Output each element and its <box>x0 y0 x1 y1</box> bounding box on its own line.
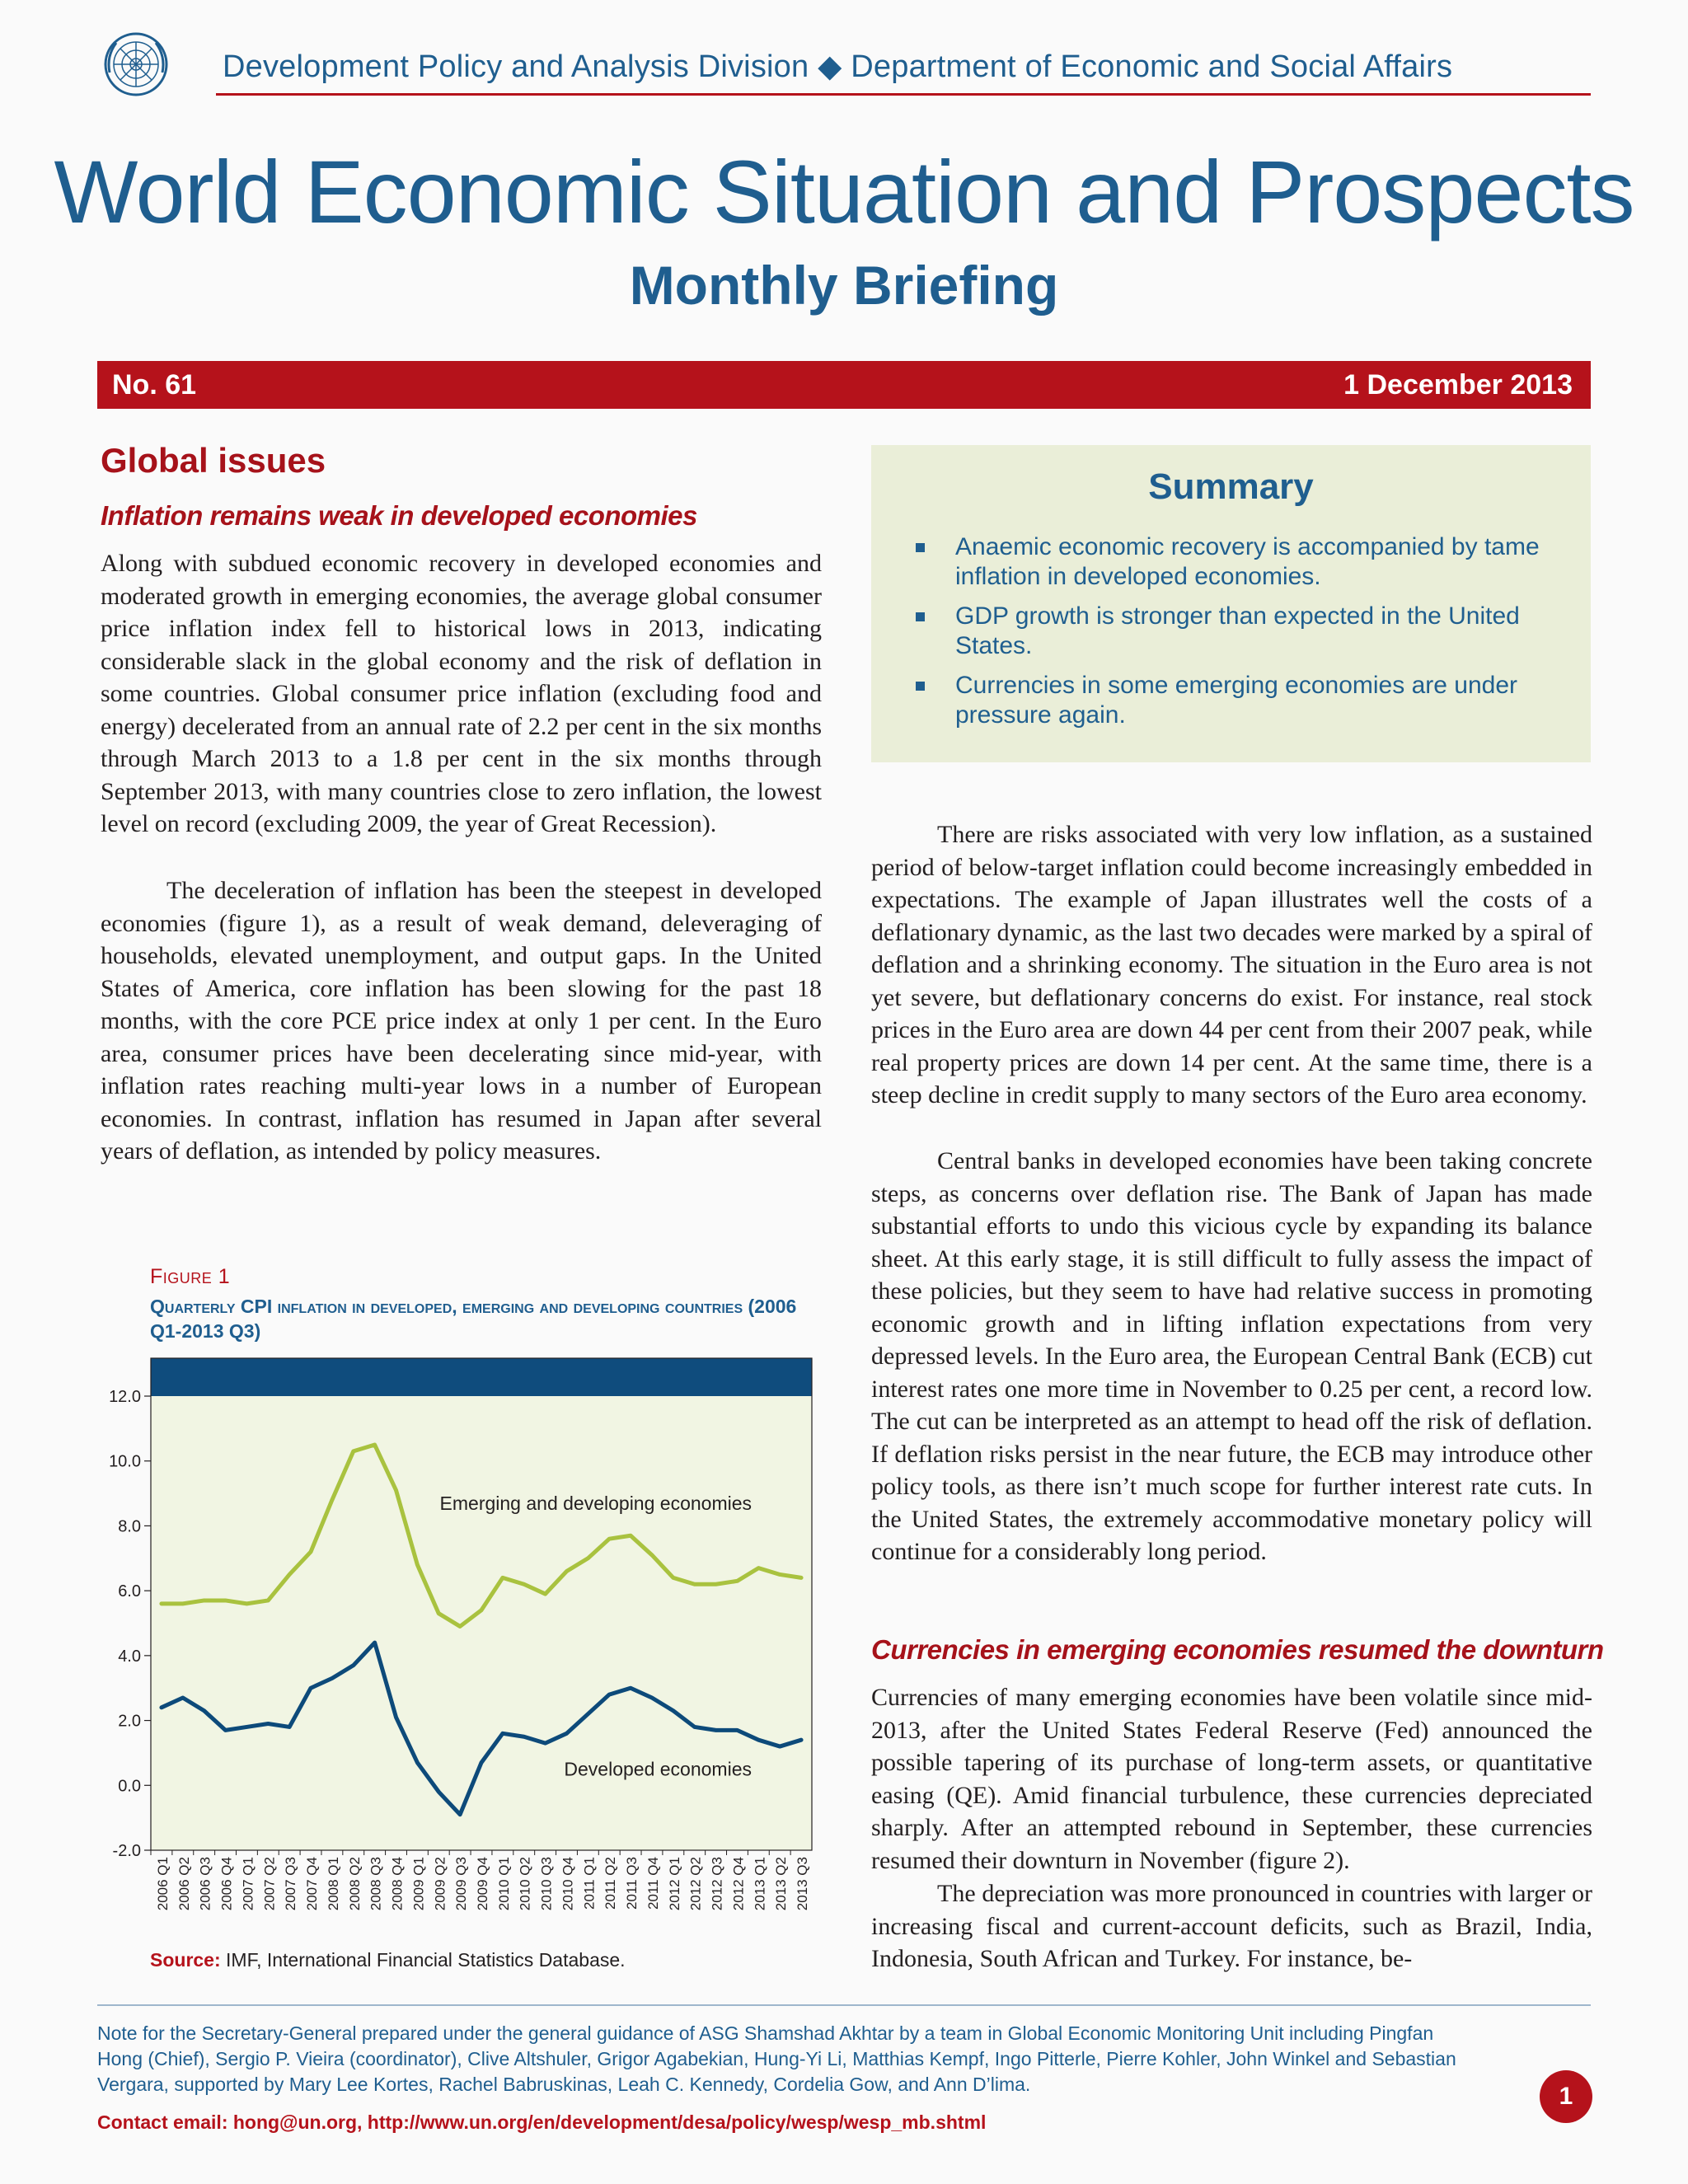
summary-item: GDP growth is stronger than expected in the United States. <box>898 602 1565 661</box>
developed-economies-point <box>543 1741 546 1745</box>
paragraph: Central banks in developed economies have been taking concrete steps, as concerns over deflation rise. The Bank of Japan has made substantial efforts to undo this vicious cycle by expanding its balance sheet. At this early stage, it is still difficult to fully assess the impact of these policies, but they seem to have had relative success in promoting economic growth and in lifting inflation expectations from very depressed levels. In the Euro area, the European Central Bank (ECB) cut interest rates one more time in November to 0.25 per cent, a record low. The cut can be interpreted as an attempt to head off the risk of deflation. If deflation risks persist in the near future, the ECB may introduce other policy tools, as there isn’t much scope for further interest rate cuts. In the United States, the extremely accommodative monetary policy will continue for a considerably long period. <box>871 1147 1592 1565</box>
developed-economies-point <box>394 1715 397 1718</box>
developed-economies-point <box>331 1676 334 1680</box>
developed-economies-point <box>160 1706 163 1709</box>
emerging-economies-point <box>458 1624 462 1628</box>
x-tick-label: 2010 Q4 <box>560 1857 576 1911</box>
summary-title: Summary <box>1148 466 1314 507</box>
emerging-economies-point <box>693 1582 696 1586</box>
summary-item: Currencies in some emerging economies are under pressure again. <box>898 671 1565 730</box>
paragraph: The deceleration of inflation has been the steepest in developed economies (figure 1), as a result of weak demand, deleveraging of households, elevated unemployment, and output gaps. In the United States of America, core inflation has been slowing for the past 18 months, with the core PCE price index at only 1 per cent. In the Euro area, consumer prices have been decelerating since mid-year, with inflation rates reaching multi-year lows in a number of European economies. In contrast, inflation has resumed in Japan after several years of deflation, as intended by policy measures. <box>101 877 822 1165</box>
emerging-economies-point <box>778 1572 781 1576</box>
y-tick-label: 10.0 <box>109 1452 141 1471</box>
developed-economies-point <box>181 1696 185 1699</box>
developed-economies-point <box>223 1728 227 1732</box>
x-tick-label: 2011 Q2 <box>603 1857 619 1910</box>
x-tick-label: 2013 Q2 <box>773 1857 790 1911</box>
x-tick-label: 2008 Q2 <box>346 1857 363 1911</box>
x-tick-label: 2007 Q2 <box>261 1857 278 1911</box>
emerging-economies-point <box>757 1566 760 1569</box>
emerging-economies-point <box>181 1602 185 1605</box>
developed-economies-point <box>288 1725 291 1728</box>
developed-economies-point <box>586 1713 589 1716</box>
developed-economies-point <box>607 1693 611 1696</box>
developed-economies-point <box>523 1735 526 1738</box>
developed-economies-point <box>309 1686 312 1690</box>
developed-economies-point <box>629 1686 632 1690</box>
emerging-economies-point <box>650 1554 654 1557</box>
emerging-economies-point <box>714 1582 717 1586</box>
x-tick-label: 2011 Q4 <box>645 1857 661 1910</box>
emerging-economies-point <box>352 1450 355 1453</box>
x-tick-label: 2009 Q1 <box>410 1857 427 1911</box>
x-tick-label: 2012 Q4 <box>730 1857 747 1911</box>
developed-economies-point <box>202 1709 205 1713</box>
x-tick-label: 2013 Q1 <box>752 1857 768 1911</box>
emerging-economies-point <box>223 1599 227 1602</box>
summary-box <box>871 445 1591 762</box>
series-label-developed: Developed economies <box>564 1758 752 1780</box>
x-tick-label: 2006 Q3 <box>197 1857 213 1911</box>
page-number-badge: 1 <box>1540 2070 1592 2123</box>
emerging-economies-point <box>245 1602 248 1605</box>
emerging-economies-point <box>735 1579 738 1582</box>
square-bullet-icon <box>916 543 925 552</box>
page-subtitle: Monthly Briefing <box>629 255 1059 316</box>
x-tick-label: 2012 Q3 <box>709 1857 725 1911</box>
x-tick-label: 2006 Q1 <box>154 1857 171 1911</box>
series-label-emerging: Emerging and developing economies <box>439 1492 752 1514</box>
summary-item: Anaemic economic recovery is accompanied by tame inflation in developed economies. <box>898 532 1565 592</box>
x-tick-label: 2013 Q3 <box>795 1857 811 1911</box>
developed-economies-point <box>650 1696 654 1699</box>
chart-header-band <box>151 1358 812 1396</box>
x-tick-label: 2007 Q3 <box>283 1857 299 1911</box>
developed-economies-point <box>672 1709 675 1713</box>
developed-economies-point <box>501 1732 504 1735</box>
x-tick-label: 2008 Q4 <box>389 1857 406 1911</box>
header-division: Development Policy and Analysis Division ◆ Department of Economic and Social Affairs <box>223 49 1453 84</box>
developed-economies-point <box>799 1738 803 1741</box>
footer-rule <box>97 2004 1591 2006</box>
footer-contact: Contact email: hong@un.org, http://www.un.org/en/development/desa/policy/wesp/wesp_mb.shtml <box>97 2111 987 2133</box>
emerging-economies-point <box>373 1443 376 1446</box>
x-tick-label: 2011 Q3 <box>624 1857 640 1910</box>
emerging-economies-point <box>607 1537 611 1540</box>
emerging-economies-point <box>394 1488 397 1492</box>
emerging-economies-point <box>202 1599 205 1602</box>
emerging-economies-point <box>415 1563 419 1566</box>
figure-source: Source: IMF, International Financial Statistics Database. <box>150 1949 626 1971</box>
y-tick-label: 12.0 <box>109 1388 141 1406</box>
developed-economies-point <box>415 1761 419 1765</box>
emerging-economies-point <box>160 1602 163 1605</box>
x-tick-label: 2010 Q2 <box>517 1857 533 1911</box>
developed-economies-point <box>373 1641 376 1644</box>
developed-economies-point <box>245 1725 248 1728</box>
square-bullet-icon <box>916 682 925 691</box>
y-tick-label: 4.0 <box>118 1647 141 1666</box>
x-tick-label: 2012 Q1 <box>666 1857 682 1911</box>
y-tick-label: 6.0 <box>118 1582 141 1601</box>
emerging-economies-point <box>565 1569 568 1572</box>
emerging-economies-point <box>799 1576 803 1579</box>
x-tick-label: 2009 Q4 <box>475 1857 490 1911</box>
y-tick-label: 8.0 <box>118 1517 141 1536</box>
paragraph: Currencies of many emerging economies have been volatile since mid-2013, after the United States Federal Reserve (Fed) announced the possible tapering of its purchase of long-term assets, or quantitative easing (QE). Amid financial turbulence, these currencies depreciated sharply. After an attempted rebound in September, these currencies resumed their downturn in November (figure 2). <box>871 1684 1592 1874</box>
issue-bar <box>97 361 1591 409</box>
y-tick-label: 2.0 <box>118 1712 141 1731</box>
x-tick-label: 2009 Q3 <box>453 1857 470 1911</box>
developed-economies-point <box>266 1722 270 1725</box>
emerging-economies-point <box>523 1582 526 1586</box>
x-tick-label: 2006 Q2 <box>176 1857 192 1911</box>
cpi-inflation-chart <box>74 1352 832 1929</box>
paragraph: There are risks associated with very low inflation, as a sustained period of below-target inflation could become increasingly embedded in expectations. The example of Japan illustrates well the costs of a deflationary dynamic, as the last two decades were marked by a spiral of deflation and a shrinking economy. The situation in the Euro area is not yet severe, but deflationary concerns do exist. For instance, real stock prices in the Euro area are down 44 per cent from their 2007 peak, while real property prices are down 14 per cent. At the same time, there is a steep decline in credit supply to many sectors of the Euro area economy. <box>871 821 1592 1108</box>
emerging-economies-point <box>266 1599 270 1602</box>
x-tick-label: 2010 Q1 <box>495 1857 512 1911</box>
developed-economies-point <box>714 1728 717 1732</box>
emerging-economies-point <box>309 1550 312 1554</box>
developed-economies-point <box>757 1738 760 1741</box>
x-tick-label: 2007 Q4 <box>304 1857 321 1911</box>
x-tick-label: 2007 Q1 <box>240 1857 256 1911</box>
issue-number: No. 61 <box>112 369 197 401</box>
y-tick-label: -2.0 <box>112 1842 141 1860</box>
x-tick-label: 2006 Q4 <box>218 1857 235 1911</box>
x-tick-label: 2008 Q1 <box>325 1857 341 1911</box>
developed-economies-point <box>735 1728 738 1732</box>
x-tick-label: 2012 Q2 <box>687 1857 704 1911</box>
subheading-currencies: Currencies in emerging economies resumed the downturn <box>871 1634 1604 1665</box>
footer-note: Note for the Secretary-General prepared under the general guidance of ASG Shamshad Akhtar by a team in Global Economic Monitoring Unit including Pingfan Hong (Chief), Sergio P. Vieira (coordinator), Clive Altshuler, Grigor Agabekian, Hung-Yi Li, Matthias Kempf, Ingo Pitterle, Pierre Kohler, John Winkel and Sebastian Vergara, supported by Mary Lee Kortes, Rachel Babruskinas, Leah C. Kennedy, Cordelia Gow, and Ann D’lima. <box>97 2022 1456 2095</box>
un-emblem-icon <box>103 31 169 97</box>
developed-economies-point <box>480 1761 483 1765</box>
figure-title: Quarterly CPI inflation in developed, emerging and developing countries (2006 Q1-2013 Q3) <box>150 1296 797 1342</box>
emerging-economies-point <box>629 1534 632 1537</box>
subheading-inflation: Inflation remains weak in developed economies <box>101 500 697 531</box>
x-tick-label: 2008 Q3 <box>368 1857 384 1911</box>
emerging-economies-point <box>543 1592 546 1596</box>
developed-economies-point <box>565 1732 568 1735</box>
x-tick-label: 2011 Q1 <box>581 1857 598 1910</box>
section-heading: Global issues <box>101 441 326 480</box>
emerging-economies-point <box>437 1611 440 1615</box>
paragraph: Along with subdued economic recovery in developed economies and moderated growth in emerging economies, the average global consumer price inflation index fell to historical lows in 2013, indicating considerable slack in the global economy and the risk of deflation in some countries. Global consumer price inflation (excluding food and energy) decelerated from an annual rate of 2.2 per cent in the six months through March 2013 to a 1.8 per cent in the six months through September 2013, with many countries close to zero inflation, the lowest level on record (excluding 2009, the year of Great Recession). <box>101 550 822 837</box>
developed-economies-point <box>437 1790 440 1793</box>
emerging-economies-point <box>586 1557 589 1560</box>
emerging-economies-point <box>501 1576 504 1579</box>
emerging-economies-point <box>480 1609 483 1612</box>
emerging-economies-point <box>288 1572 291 1576</box>
emerging-economies-point <box>672 1576 675 1579</box>
developed-economies-point <box>778 1745 781 1748</box>
issue-date: 1 December 2013 <box>1343 369 1573 401</box>
page-title: World Economic Situation and Prospects <box>54 142 1634 241</box>
header-rule <box>216 93 1591 96</box>
paragraph: The depreciation was more pronounced in countries with larger or increasing fiscal and current-account deficits, such as Brazil, India, Indonesia, South African and Turkey. For instance, be- <box>871 1880 1592 1972</box>
figure-label: Figure 1 <box>150 1265 231 1288</box>
developed-economies-point <box>458 1813 462 1816</box>
emerging-economies-point <box>331 1498 334 1502</box>
developed-economies-point <box>352 1663 355 1666</box>
summary-list <box>898 532 1565 740</box>
x-tick-label: 2010 Q3 <box>538 1857 555 1911</box>
y-tick-label: 0.0 <box>118 1777 141 1796</box>
developed-economies-point <box>693 1725 696 1728</box>
square-bullet-icon <box>916 612 925 621</box>
x-tick-label: 2009 Q2 <box>432 1857 448 1911</box>
